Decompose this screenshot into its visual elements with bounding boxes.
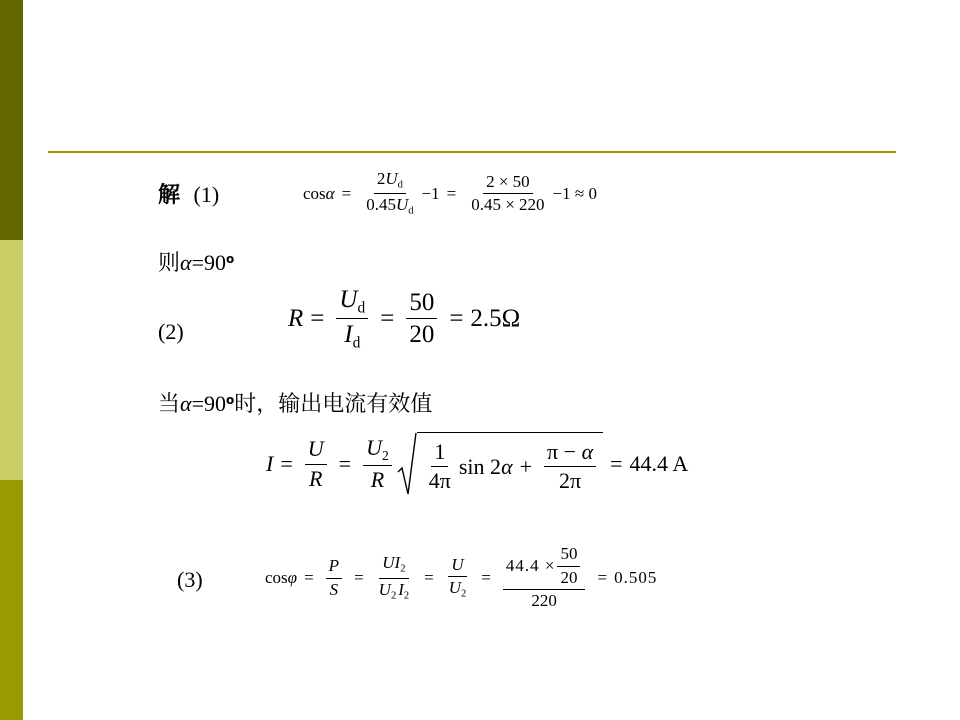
equation-cos-alpha: cosα = $\frac{2U_d}{0.45U_d}$ −1 = $\frac{2 \times 50}{0.45 \times 220}$ −1 ≈ 0 [303,169,597,217]
eq3-fraction-u2-r: $\frac{U_2}{R}$ [363,436,392,492]
eq1-fraction-1: $\frac{2U_d}{0.45U_d}$ [366,169,414,217]
equation-resistance: R = $\frac{U_d}{I_d}$ = $\frac{50}{20}$ = 2.5Ω [288,286,521,352]
eq4-result: 0.505 [614,568,658,588]
part1-number: (1) [193,182,220,207]
eq3-result: 44.4 A [629,451,689,476]
sidebar-stripe-bottom [0,480,23,720]
solution-label: 解 [158,182,181,207]
eq2-result: 2.5Ω [470,304,521,332]
eq2-fraction-ud-id: $\frac{U_d}{I_d}$ [336,286,368,352]
eq1-minus-one: −1 [421,183,440,203]
sidebar-stripe-top [0,0,23,240]
radical-sign-icon [397,432,417,496]
eq4-lhs: cosφ [265,568,298,588]
eq3-fraction-pi-alpha: $\frac{\pi - \alpha}{2\pi}$ [544,440,596,493]
eq3-fraction-u-r: $\frac{U}{R}$ [305,437,327,490]
eq4-fraction-p-s: $\frac{P}{S}$ [326,557,342,599]
alpha-result-line: 则$\alpha=90^o$ [158,250,235,275]
eq1-fraction-2: $\frac{2 \times 50}{0.45 \times 220}$ [471,171,545,215]
eq2-fraction-values: $\frac{50}{20}$ [406,289,437,349]
eq1-lhs: cosα [303,183,335,203]
eq4-fraction-u-u2: $\frac{U}{U_2}$ [448,554,467,600]
equation-current: I = $\frac{U}{R}$ = $\frac{U_2}{R}$ $\frac{1}{4\pi}$ sin 2α + $\frac{\pi - \alpha}{2\pi}$ = 44.4 A [266,432,688,496]
square-root: $\frac{1}{4\pi}$ sin 2α + $\frac{\pi - \alpha}{2\pi}$ [397,432,603,496]
eq1-tail: −1 ≈ 0 [552,183,597,203]
eq3-fraction-1-4pi: $\frac{1}{4\pi}$ [428,438,451,493]
condition-line: 当$\alpha=90^o$时，输出电流有效值 [158,391,433,416]
equation-power-factor: cosφ = $\frac{P}{S}$ = $\frac{UI_2}{U_2 I_2}$ = $\frac{U}{U_2}$ = 44.4 × $\frac{50}{20}$ 220 = 0.505 [265,544,658,611]
eq4-fraction-numeric: 44.4 × $\frac{50}{20}$ 220 [503,545,586,611]
part2-label: (2) [158,319,184,344]
title-divider [48,151,896,153]
eq3-sin-term: sin 2α [458,453,513,479]
sidebar-stripe-middle [0,240,23,480]
part1-label [158,178,219,209]
eq4-fraction-ui: $\frac{UI_2}{U_2 I_2}$ [378,553,410,602]
eq4-inner-fraction: $\frac{50}{20}$ [557,545,580,587]
part3-label: (3) [177,567,203,592]
